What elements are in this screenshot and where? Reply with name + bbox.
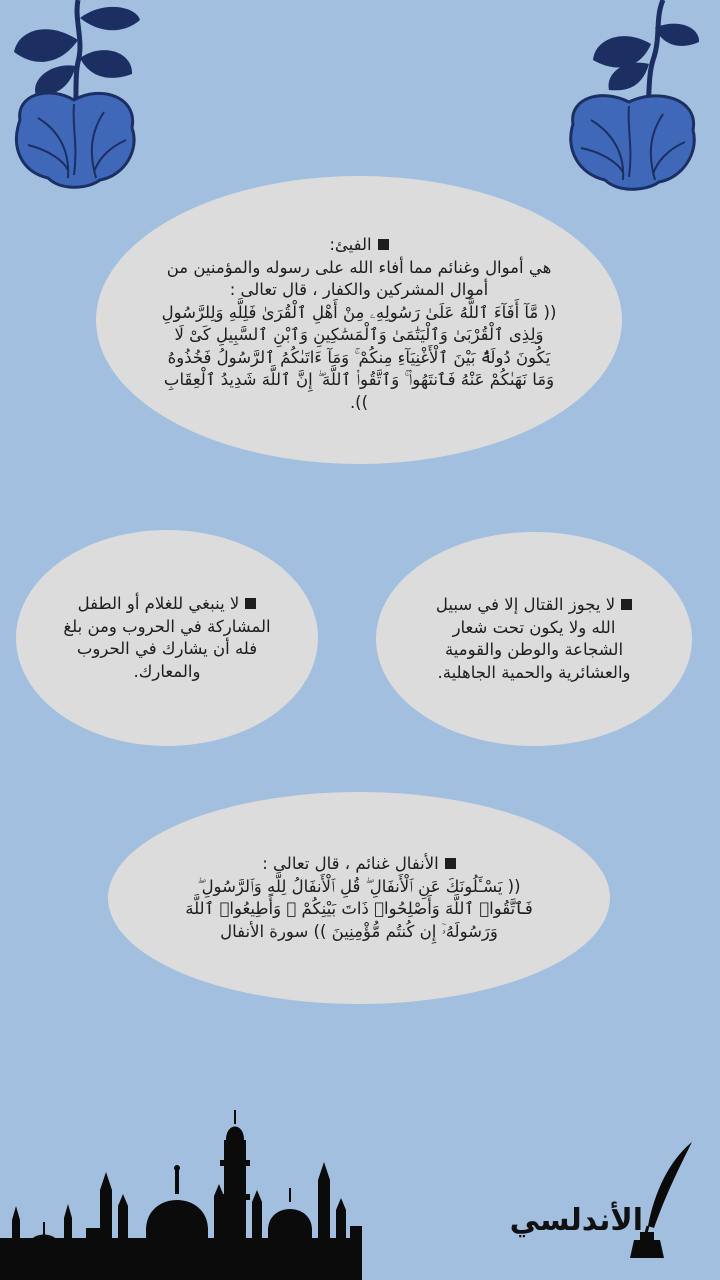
fight-line: لا يجوز القتال إلا في سبيل bbox=[435, 595, 616, 614]
flower-icon bbox=[565, 0, 700, 195]
square-bullet-icon bbox=[445, 858, 456, 869]
fay-line: هي أموال وغنائم مما أفاء الله على رسوله والمؤمنين من bbox=[166, 257, 552, 277]
fay-bubble bbox=[96, 176, 622, 464]
square-bullet-icon bbox=[621, 599, 632, 610]
boy-line: المشاركة في الحروب ومن بلغ bbox=[63, 616, 271, 636]
anfal-line: الأنفال غنائم ، قال تعالى : bbox=[262, 854, 439, 873]
anfal-verse-line: فَٱتَّقُوا۟ ٱللَّهَ وَأَصْلِحُوا۟ ذَاتَ بَيْنِكُمْ ۖ وَأَطِيعُوا۟ ٱللَّهَ bbox=[185, 899, 533, 918]
fay-text bbox=[162, 234, 557, 414]
anfal-verse-line: (( يَسْـَٔلُونَكَ عَنِ ٱلْأَنفَالِ ۖ قُلِ ٱلْأَنفَالُ لِلَّهِ وَٱلرَّسُولِ ۖ bbox=[197, 876, 521, 896]
anfal-bubble bbox=[108, 792, 610, 1004]
fight-text bbox=[436, 594, 632, 684]
logo-text: الأندلسي bbox=[509, 1203, 643, 1238]
anfal-verse-line: وَرَسُولَهُۥٓ إِن كُنتُم مُّؤْمِنِينَ )) سورة الأنفال bbox=[220, 921, 498, 941]
mosque-skyline-icon bbox=[0, 1110, 362, 1280]
boy-bubble bbox=[16, 530, 318, 746]
fay-title-line: الفيئ: bbox=[162, 234, 557, 257]
quill-inkwell-icon bbox=[509, 1140, 700, 1260]
boy-text bbox=[63, 593, 270, 683]
fight-line: الشجاعة والوطن والقومية bbox=[444, 640, 624, 659]
boy-line: لا ينبغي للغلام أو الطفل bbox=[77, 594, 240, 613]
boy-line: فله أن يشارك في الحروب bbox=[76, 639, 258, 658]
fay-verse-line: وَلِذِى ٱلْقُرْبَىٰ وَٱلْيَتَٰمَىٰ وَٱلْمَسَٰكِينِ وَٱبْنِ ٱلسَّبِيلِ كَىْ لَا bbox=[174, 325, 544, 344]
square-bullet-icon bbox=[245, 598, 256, 609]
square-bullet-icon bbox=[378, 239, 389, 250]
boy-line: والمعارك. bbox=[133, 661, 201, 681]
fay-verse-line: يَكُونَ دُولَةًۢ بَيْنَ ٱلْأَغْنِيَآءِ مِنكُمْ ۚ وَمَآ ءَاتَىٰكُمُ ٱلرَّسُولُ فَخُذُوهُ bbox=[167, 347, 551, 367]
fay-verse-line: (( مَّآ أَفَآءَ ٱللَّهُ عَلَىٰ رَسُولِهِۦ مِنْ أَهْلِ ٱلْقُرَىٰ فَلِلَّهِ وَلِلرَّسُولِ bbox=[161, 302, 557, 322]
fay-verse-line: )). bbox=[349, 392, 369, 412]
fight-line: الله ولا يكون تحت شعار bbox=[452, 617, 616, 637]
fight-bubble bbox=[376, 532, 692, 746]
fight-line: والعشائرية والحمية الجاهلية. bbox=[437, 662, 631, 682]
anfal-text bbox=[185, 853, 533, 943]
fay-line: أموال المشركين والكفار ، قال تعالى : bbox=[229, 280, 489, 299]
fay-verse-line: وَمَا نَهَىٰكُمْ عَنْهُ فَٱنتَهُوا۟ ۚ وَٱتَّقُوا۟ ٱللَّهَ ۖ إِنَّ ٱللَّهَ شَدِيدُ ٱلْعِقَابِ bbox=[163, 370, 555, 389]
flower-icon bbox=[8, 0, 143, 195]
